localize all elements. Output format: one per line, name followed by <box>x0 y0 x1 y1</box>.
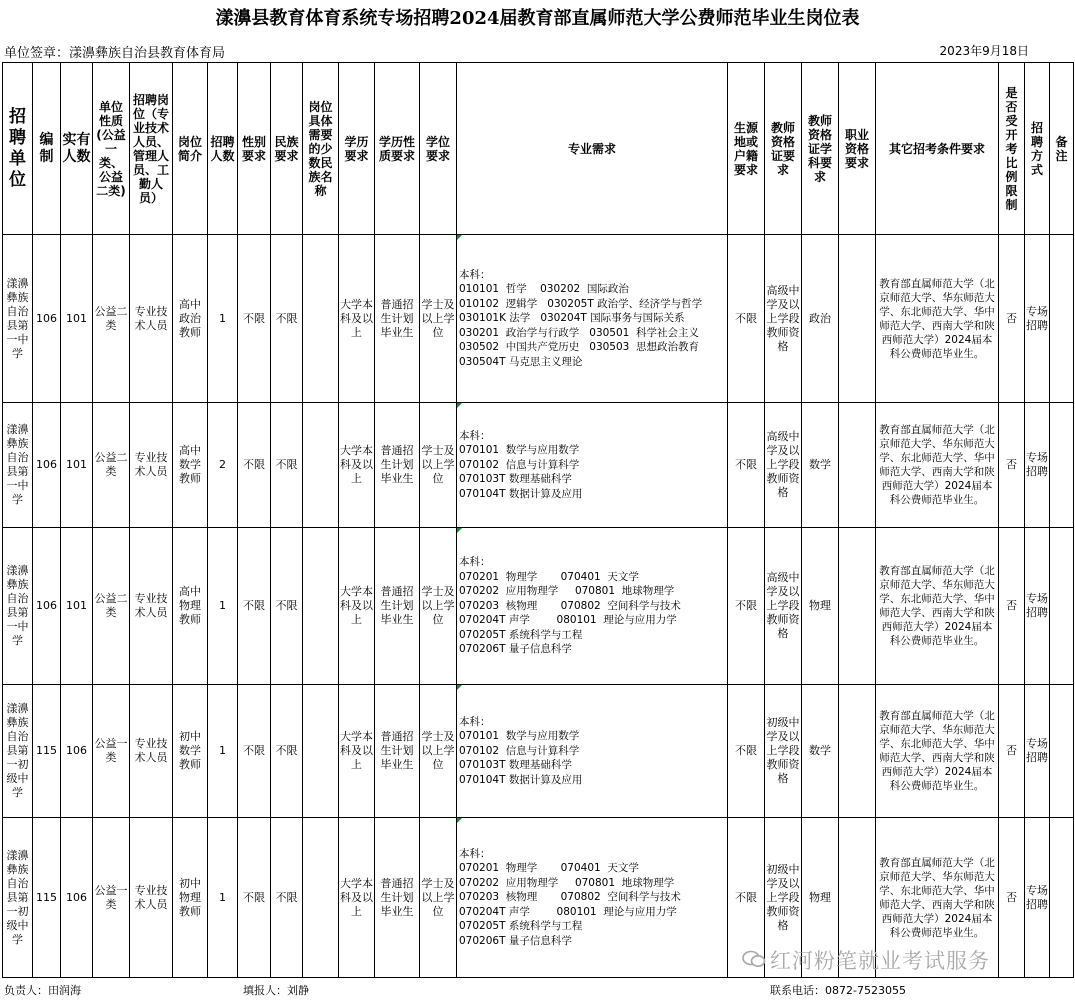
cell-post-brief: 高中政治教师 <box>173 235 208 403</box>
cell-edu-type: 普通招生计划毕业生 <box>375 235 420 403</box>
cell-quota: 115 <box>33 685 61 818</box>
cell-degree: 学士及以上学位 <box>420 685 457 818</box>
cell-ethnic-name <box>303 685 339 818</box>
unit-stamp: 单位签章：漾濞彝族自治县教育体育局 <box>4 46 226 61</box>
cell-major: 本科： 070101 数学与应用数学 070102 信息与计算科学 070103T 数理基础科学 070104T 数据计算及应用 <box>457 403 728 528</box>
cell-degree: 学士及以上学位 <box>420 403 457 528</box>
cell-gender: 不限 <box>238 235 271 403</box>
cell-actual: 106 <box>61 818 93 978</box>
footer-filler: 填报人：刘静 <box>243 984 309 997</box>
cell-ethnic: 不限 <box>271 403 303 528</box>
header-post-brief: 岗位简介 <box>173 63 208 235</box>
header-ethnic: 民族要求 <box>271 63 303 235</box>
header-edu: 学历要求 <box>339 63 375 235</box>
cell-note <box>1050 685 1074 818</box>
header-count: 招聘人数 <box>208 63 238 235</box>
cell-cert: 初级中学及以上学段教师资格 <box>765 818 802 978</box>
cell-ethnic-name <box>303 235 339 403</box>
cell-edu: 大学本科及以上 <box>339 685 375 818</box>
cell-ethnic-name <box>303 818 339 978</box>
cell-count: 1 <box>208 235 238 403</box>
cell-cert: 高级中学及以上学段教师资格 <box>765 528 802 685</box>
table-row <box>3 235 1074 403</box>
cell-hukou: 不限 <box>728 403 765 528</box>
cell-edu-type: 普通招生计划毕业生 <box>375 528 420 685</box>
cell-nature: 公益一类 <box>93 685 130 818</box>
cell-post: 专业技术人员 <box>130 685 173 818</box>
cell-cert: 高级中学及以上学段教师资格 <box>765 235 802 403</box>
header-edu-type: 学历性质要求 <box>375 63 420 235</box>
cell-hukou: 不限 <box>728 528 765 685</box>
cell-major: 本科： 070201 物理学 070401 天文学 070202 应用物理学 070801 地球物理学 070203 核物理 070802 空间科学与技术 070204T 声学 080101 理论与应用力学 070205T 系统科学与工程 070206T 量子信息科学 <box>457 528 728 685</box>
header-nature: 单位性质(公益一类、公益二类) <box>93 63 130 235</box>
cell-edu: 大学本科及以上 <box>339 403 375 528</box>
date: 2023年9月18日 <box>939 44 1029 58</box>
header-degree: 学位要求 <box>420 63 457 235</box>
cell-cert-subject: 物理 <box>802 528 839 685</box>
cell-nature: 公益二类 <box>93 235 130 403</box>
cell-nature: 公益二类 <box>93 403 130 528</box>
cell-nature: 公益一类 <box>93 818 130 978</box>
cell-cert: 初级中学及以上学段教师资格 <box>765 685 802 818</box>
cell-gender: 不限 <box>238 403 271 528</box>
cell-quota: 106 <box>33 528 61 685</box>
cell-post: 专业技术人员 <box>130 528 173 685</box>
cell-cert-subject: 物理 <box>802 818 839 978</box>
cell-ratio: 否 <box>999 235 1025 403</box>
cell-ethnic: 不限 <box>271 818 303 978</box>
cell-actual: 101 <box>61 403 93 528</box>
cell-ethnic-name <box>303 528 339 685</box>
cell-nature: 公益二类 <box>93 528 130 685</box>
cell-edu: 大学本科及以上 <box>339 818 375 978</box>
cell-cert-subject: 数学 <box>802 685 839 818</box>
cell-post-brief: 初中物理教师 <box>173 818 208 978</box>
cell-unit-name: 漾濞彝族自治县第一初级中学 <box>3 685 33 818</box>
cell-degree: 学士及以上学位 <box>420 235 457 403</box>
cell-other: 教育部直属师范大学（北京师范大学、华东师范大学、东北师范大学、华中师范大学、西南大学和陕西师范大学）2024届本科公费师范毕业生。 <box>876 403 999 528</box>
cell-post-brief: 高中数学教师 <box>173 403 208 528</box>
cell-degree: 学士及以上学位 <box>420 528 457 685</box>
cell-hukou: 不限 <box>728 235 765 403</box>
header-actual: 实有人数 <box>61 63 93 235</box>
header-quota: 编制 <box>33 63 61 235</box>
cell-note <box>1050 528 1074 685</box>
footer-phone: 联系电话：0872-7523055 <box>770 984 906 997</box>
cell-unit-name: 漾濞彝族自治县第一中学 <box>3 403 33 528</box>
cell-major: 本科： 070101 数学与应用数学 070102 信息与计算科学 070103T 数理基础科学 070104T 数据计算及应用 <box>457 685 728 818</box>
cell-edu: 大学本科及以上 <box>339 235 375 403</box>
header-post: 招聘岗位（专业技术人员、管理人员、工勤人员） <box>130 63 173 235</box>
page-title: 漾濞县教育体育系统专场招聘2024届教育部直属师范大学公费师范毕业生岗位表 <box>215 8 860 29</box>
cell-edu: 大学本科及以上 <box>339 528 375 685</box>
cell-title-req <box>839 235 876 403</box>
cell-gender: 不限 <box>238 685 271 818</box>
cell-ethnic-name <box>303 403 339 528</box>
cell-hukou: 不限 <box>728 685 765 818</box>
header-ratio: 是否受开考比例限制 <box>999 63 1025 235</box>
cell-degree: 学士及以上学位 <box>420 818 457 978</box>
cell-count: 1 <box>208 818 238 978</box>
header-hukou: 生源地或户籍要求 <box>728 63 765 235</box>
cell-ratio: 否 <box>999 685 1025 818</box>
cell-ratio: 否 <box>999 528 1025 685</box>
cell-unit-name: 漾濞彝族自治县第一中学 <box>3 235 33 403</box>
cell-note <box>1050 235 1074 403</box>
header-note: 备注 <box>1050 63 1074 235</box>
cell-quota: 106 <box>33 403 61 528</box>
cell-cert-subject: 政治 <box>802 235 839 403</box>
header-cert: 教师资格证要求 <box>765 63 802 235</box>
cell-count: 1 <box>208 685 238 818</box>
cell-ethnic: 不限 <box>271 235 303 403</box>
cell-method: 专场招聘 <box>1025 685 1050 818</box>
cell-note <box>1050 403 1074 528</box>
cell-method: 专场招聘 <box>1025 528 1050 685</box>
cell-cert-subject: 数学 <box>802 403 839 528</box>
footer-responsible: 负责人：田润海 <box>4 984 81 997</box>
cell-post-brief: 高中物理教师 <box>173 528 208 685</box>
cell-quota: 115 <box>33 818 61 978</box>
cell-gender: 不限 <box>238 818 271 978</box>
cell-major: 本科： 010101 哲学 030202 国际政治 010102 逻辑学 030205T 政治学、经济学与哲学 030101K 法学 030204T 国际事务与国际关系 030201 政治学与行政学 030501 科学社会主义 030502 中国共产党历史 030503 思想政治教育 030504T 马克思主义理论 <box>457 235 728 403</box>
header-other: 其它招考条件要求 <box>876 63 999 235</box>
cell-note <box>1050 818 1074 978</box>
position-table <box>2 62 1074 978</box>
header-unit-name: 招聘单位 <box>3 63 33 235</box>
cell-post: 专业技术人员 <box>130 235 173 403</box>
table-row <box>3 403 1074 528</box>
cell-post-brief: 初中数学教师 <box>173 685 208 818</box>
cell-count: 1 <box>208 528 238 685</box>
cell-other: 教育部直属师范大学（北京师范大学、华东师范大学、东北师范大学、华中师范大学、西南大学和陕西师范大学）2024届本科公费师范毕业生。 <box>876 685 999 818</box>
header-cert-subject: 教师资格证学科要求 <box>802 63 839 235</box>
cell-other: 教育部直属师范大学（北京师范大学、华东师范大学、东北师范大学、华中师范大学、西南大学和陕西师范大学）2024届本科公费师范毕业生。 <box>876 235 999 403</box>
cell-cert: 高级中学及以上学段教师资格 <box>765 403 802 528</box>
cell-method: 专场招聘 <box>1025 235 1050 403</box>
cell-edu-type: 普通招生计划毕业生 <box>375 818 420 978</box>
cell-title-req <box>839 685 876 818</box>
cell-other: 教育部直属师范大学（北京师范大学、华东师范大学、东北师范大学、华中师范大学、西南大学和陕西师范大学）2024届本科公费师范毕业生。 <box>876 818 999 978</box>
table-header-row <box>3 63 1074 235</box>
cell-title-req <box>839 403 876 528</box>
cell-hukou: 不限 <box>728 818 765 978</box>
cell-post: 专业技术人员 <box>130 818 173 978</box>
cell-ethnic: 不限 <box>271 685 303 818</box>
cell-major: 本科： 070201 物理学 070401 天文学 070202 应用物理学 070801 地球物理学 070203 核物理 070802 空间科学与技术 070204T 声学 080101 理论与应用力学 070205T 系统科学与工程 070206T 量子信息科学 <box>457 818 728 978</box>
cell-title-req <box>839 528 876 685</box>
header-ethnic-name: 岗位具体需要的少数民族名称 <box>303 63 339 235</box>
cell-other: 教育部直属师范大学（北京师范大学、华东师范大学、东北师范大学、华中师范大学、西南大学和陕西师范大学）2024届本科公费师范毕业生。 <box>876 528 999 685</box>
header-major: 专业需求 <box>457 63 728 235</box>
cell-ratio: 否 <box>999 403 1025 528</box>
cell-edu-type: 普通招生计划毕业生 <box>375 403 420 528</box>
cell-unit-name: 漾濞彝族自治县第一初级中学 <box>3 818 33 978</box>
table-row <box>3 685 1074 818</box>
header-method: 招聘方式 <box>1025 63 1050 235</box>
cell-actual: 101 <box>61 528 93 685</box>
header-title-req: 职业资格要求 <box>839 63 876 235</box>
cell-gender: 不限 <box>238 528 271 685</box>
cell-quota: 106 <box>33 235 61 403</box>
wechat-icon <box>742 950 766 968</box>
cell-edu-type: 普通招生计划毕业生 <box>375 685 420 818</box>
cell-method: 专场招聘 <box>1025 403 1050 528</box>
cell-post: 专业技术人员 <box>130 403 173 528</box>
table-row <box>3 528 1074 685</box>
cell-method: 专场招聘 <box>1025 818 1050 978</box>
cell-ethnic: 不限 <box>271 528 303 685</box>
cell-unit-name: 漾濞彝族自治县第一中学 <box>3 528 33 685</box>
header-gender: 性别要求 <box>238 63 271 235</box>
watermark: 红河粉笔就业考试服务 <box>770 949 990 973</box>
cell-ratio: 否 <box>999 818 1025 978</box>
cell-actual: 106 <box>61 685 93 818</box>
cell-count: 2 <box>208 403 238 528</box>
cell-actual: 101 <box>61 235 93 403</box>
